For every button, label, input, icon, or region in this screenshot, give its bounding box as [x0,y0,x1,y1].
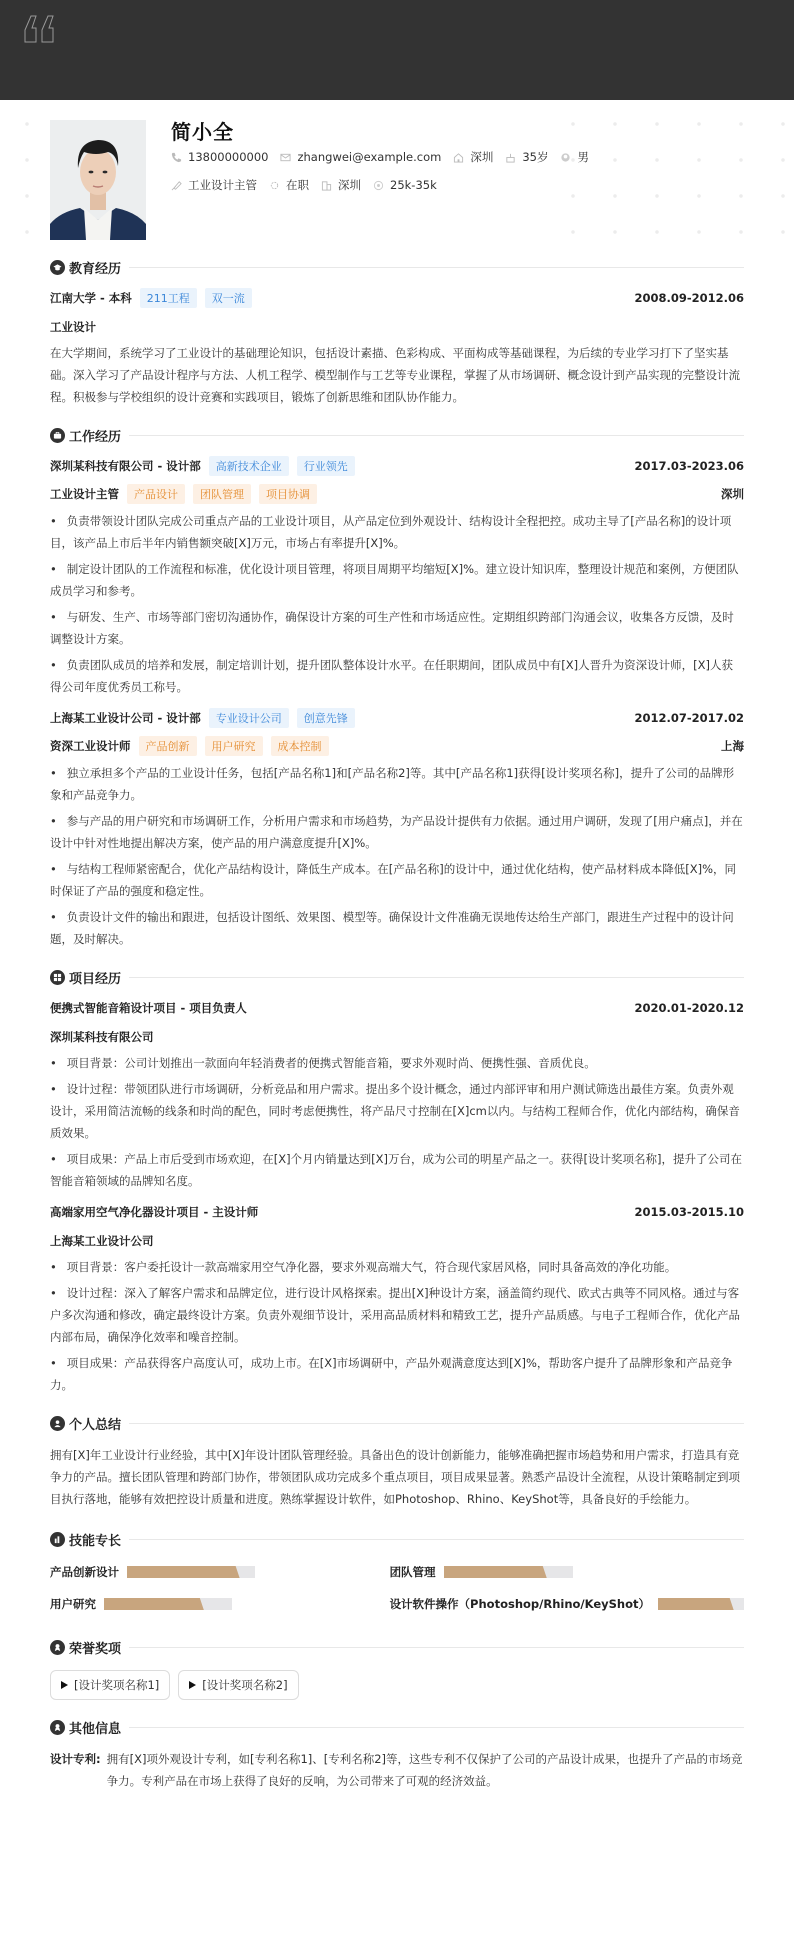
other-info-row [50,1748,744,1792]
education-description: 在大学期间，系统学习了工业设计的基础理论知识，包括设计素描、色彩构成、平面构成等基础课程，为后续的专业学习打下了坚实基础。深入学习了产品设计程序与方法、人机工程学、模型制作与工艺等专业课程，掌握了从市场调研、概念设计到产品实现的完整设计流程。积极参与学校组织的设计竞赛和实践项目，锻炼了创新思维和团队协作能力。 [50,346,740,404]
phone-item: 13800000000 [171,150,268,164]
section-title: 其他信息 [69,1721,122,1737]
divider [129,1539,744,1540]
bullet-item: • 项目成果：产品获得客户高度认可，成功上市。在[X]市场调研中，产品外观满意度达到[X]%，帮助客户提升了品牌形象和产品竞争力。 [50,1352,744,1396]
other-key: 设计专利: [50,1752,101,1766]
project-company: 上海某工业设计公司 [50,1234,154,1248]
bullet-item: • 项目背景：客户委托设计一款高端家用空气净化器，要求外观高端大气，符合现代家居风格，同时具备高效的净化功能。 [50,1256,744,1278]
section-title: 荣誉奖项 [69,1641,122,1657]
job-entry [50,706,744,950]
job-bullets [50,762,744,950]
project-entry [50,996,744,1192]
skill-item: 用户研究 [50,1592,390,1616]
position-icon [171,180,182,191]
section-title: 个人总结 [69,1417,122,1433]
skill-bar [444,1566,573,1578]
top-banner [0,0,794,100]
school-tag: 双一流 [205,288,252,308]
project-bullets [50,1256,744,1396]
avatar-photo [50,120,146,240]
job-date: 2012.07-2017.02 [634,711,744,725]
user-icon [50,1416,65,1431]
section-title: 工作经历 [69,429,122,445]
school-name: 江南大学 - 本科 [50,291,132,305]
project-entry [50,1200,744,1396]
project-company: 深圳某科技有限公司 [50,1030,154,1044]
job-location: 深圳 [721,487,744,501]
job-entry [50,454,744,698]
bullet-item: • 设计过程：带领团队进行市场调研，分析竞品和用户需求。提出多个设计概念，通过内部评审和用户测试筛选出最佳方案。负责外观设计，采用简洁流畅的线条和时尚的配色，同时考虑便携性，将产品尺寸控制在[X]cm以内。与结构工程师合作，优化内部结构，确保音质效果。 [50,1078,744,1144]
other-value: 拥有[X]项外观设计专利，如[专利名称1]、[专利名称2]等，这些专利不仅保护了公司的产品设计成果，也提升了产品的市场竞争力。专利产品在市场上获得了良好的反响，为公司带来了可观的经济效益。 [106,1752,743,1788]
skill-bar [104,1598,232,1610]
project-bullets [50,1052,744,1192]
divider [129,1647,744,1648]
company-tag: 创意先锋 [297,708,355,728]
gender-icon [560,152,571,163]
briefcase-icon [50,428,65,443]
email-item: zhangwei@example.com [280,150,441,164]
salary-icon [373,180,384,191]
bullet-item: • 项目背景：公司计划推出一款面向年轻消费者的便携式智能音箱，要求外观时尚、便携性强、音质优良。 [50,1052,744,1074]
quote-icon [22,14,58,44]
bullet-item: • 参与产品的用户研究和市场调研工作，分析用户需求和市场趋势，为产品设计提供有力依据。通过用户调研，发现了[用户痛点]，并在设计中针对性地提出解决方案，使产品的用户满意度提升[X]%。 [50,810,744,854]
section-title: 技能专长 [69,1533,122,1549]
skill-bar [127,1566,255,1578]
company-name: 上海某工业设计公司 - 设计部 [50,711,201,725]
divider [129,267,744,268]
mail-icon [280,152,291,163]
skills-grid [50,1560,744,1616]
education-date: 2008.09-2012.06 [634,291,744,305]
summary-text: 拥有[X]年工业设计行业经验，其中[X]年设计团队管理经验。具备出色的设计创新能力，能够准确把握市场趋势和用户需求，打造具有竞争力的产品。擅长团队管理和跨部门协作，带领团队成功完成多个重点项目，项目成果显著。熟悉产品设计全流程，从设计策略制定到项目执行落地，能够有效把控设计质量和进度。熟练掌握设计软件，如Photoshop、Rhino、KeyShot等，具备良好的手绘能力。 [50,1448,740,1506]
skill-item: 团队管理 [390,1560,744,1584]
school-tag: 211工程 [140,288,197,308]
contact-info-row [171,149,595,165]
role-tag: 项目协调 [259,484,317,504]
position-item: 工业设计主管 [171,177,257,193]
company-name: 深圳某科技有限公司 - 设计部 [50,459,201,473]
status-item: 在职 [269,177,309,193]
home-icon [453,152,464,163]
info-icon [50,1720,65,1735]
role-tag: 用户研究 [205,736,263,756]
grid-icon [50,970,65,985]
section-title: 项目经历 [69,971,122,987]
bullet-item: • 制定设计团队的工作流程和标准，优化设计项目管理，将项目周期平均缩短[X]%。建立设计知识库，整理设计规范和案例，方便团队成员学习和参考。 [50,558,744,602]
skill-item: 产品创新设计 [50,1560,390,1584]
divider [129,1423,744,1424]
awards-list [50,1670,744,1700]
role-tag: 产品创新 [139,736,197,756]
city-item: 深圳 [321,177,361,193]
phone-icon [171,152,182,163]
city-icon [321,180,332,191]
section-awards-header [50,1634,744,1660]
project-date: 2015.03-2015.10 [634,1205,744,1219]
section-skills-header [50,1526,744,1552]
bullet-item: • 独立承担多个产品的工业设计任务，包括[产品名称1]和[产品名称2]等。其中[产品名称1]获得[设计奖项名称]，提升了公司的品牌形象和产品竞争力。 [50,762,744,806]
divider [129,977,744,978]
job-location: 上海 [721,739,744,753]
salary-item: 25k-35k [373,178,437,192]
section-work-header [50,422,744,448]
bullet-item: • 项目成果：产品上市后受到市场欢迎，在[X]个月内销量达到[X]万台，成为公司的明星产品之一。获得[设计奖项名称]，提升了公司在智能音箱领域的品牌知名度。 [50,1148,744,1192]
job-role: 工业设计主管 [50,487,119,501]
company-tag: 专业设计公司 [209,708,289,728]
play-triangle-icon [61,1681,68,1689]
job-bullets [50,510,744,698]
job-role: 资深工业设计师 [50,739,131,753]
bullet-item: • 与研发、生产、市场等部门密切沟通协作，确保设计方案的可生产性和市场适应性。定期组织跨部门沟通会议，收集各方反馈，及时调整设计方案。 [50,606,744,650]
section-title: 教育经历 [69,261,122,277]
job-info-row [171,177,443,193]
role-tag: 产品设计 [127,484,185,504]
divider [129,435,744,436]
skill-item: 设计软件操作（Photoshop/Rhino/KeyShot） [390,1592,744,1616]
home-item: 深圳 [453,149,493,165]
award-icon [50,1640,65,1655]
section-summary-header [50,1410,744,1436]
company-tag: 行业领先 [297,456,355,476]
age-icon [505,152,516,163]
bullet-item: • 与结构工程师紧密配合，优化产品结构设计，降低生产成本。在[产品名称]的设计中，通过优化结构，使产品材料成本降低[X]%，同时保证了产品的强度和稳定性。 [50,858,744,902]
bullet-item: • 设计过程：深入了解客户需求和品牌定位，进行设计风格探索。提出[X]种设计方案，涵盖简约现代、欧式古典等不同风格。通过与客户多次沟通和修改，确定最终设计方案。负责外观细节设计，采用高品质材料和精致工艺，提升产品质感。与电子工程师合作，优化产品内部布局，确保净化效率和噪音控制。 [50,1282,744,1348]
graduation-cap-icon [50,260,65,275]
award-item[interactable]: [设计奖项名称2] [178,1670,298,1700]
skill-bar [658,1598,744,1610]
profile-header [0,100,794,240]
job-date: 2017.03-2023.06 [634,459,744,473]
bar-chart-icon [50,1532,65,1547]
play-triangle-icon [189,1681,196,1689]
divider [129,1727,744,1728]
project-date: 2020.01-2020.12 [634,1001,744,1015]
section-other-header [50,1714,744,1740]
bullet-item: • 负责设计文件的输出和跟进，包括设计图纸、效果图、模型等。确保设计文件准确无误地传达给生产部门，跟进生产过程中的设计问题，及时解决。 [50,906,744,950]
candidate-name: 简小全 [171,120,234,144]
gender-item: 男 [560,149,589,165]
bullet-item: • 负责带领设计团队完成公司重点产品的工业设计项目，从产品定位到外观设计、结构设计全程把控。成功主导了[产品名称]的设计项目，该产品上市后半年内销售额突破[X]万元，市场占有率提升[X]%。 [50,510,744,554]
age-item: 35岁 [505,149,548,165]
major: 工业设计 [50,320,96,334]
section-projects-header [50,964,744,990]
company-tag: 高新技术企业 [209,456,289,476]
project-name: 便携式智能音箱设计项目 - 项目负责人 [50,1001,247,1015]
education-row [50,286,744,310]
role-tag: 成本控制 [271,736,329,756]
section-education-header [50,254,744,280]
bullet-item: • 负责团队成员的培养和发展，制定培训计划，提升团队整体设计水平。在任职期间，团队成员中有[X]人晋升为资深设计师，[X]人获得公司年度优秀员工称号。 [50,654,744,698]
project-name: 高端家用空气净化器设计项目 - 主设计师 [50,1205,259,1219]
award-item[interactable]: [设计奖项名称1] [50,1670,170,1700]
status-icon [269,180,280,191]
role-tag: 团队管理 [193,484,251,504]
